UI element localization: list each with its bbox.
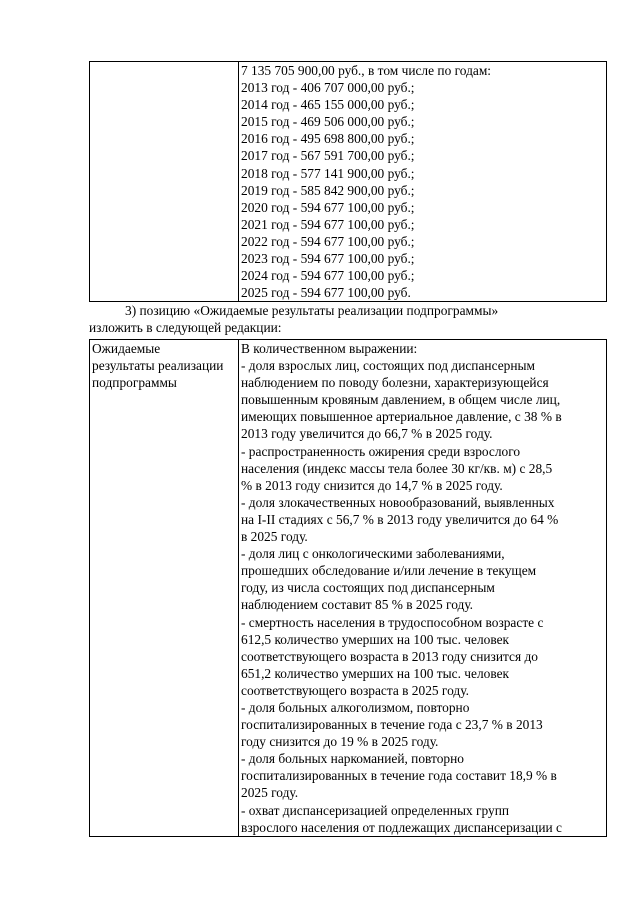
results-content-line: 612,5 количество умерших на 100 тыс. человек xyxy=(241,631,510,647)
results-content-line: - смертность населения в трудоспособном возрасте с xyxy=(241,614,544,630)
results-content-line: 651,2 количество умерших на 100 тыс. человек xyxy=(241,665,510,681)
funding-year-line: 2020 год - 594 677 100,00 руб.; xyxy=(241,199,415,215)
instruction-line-2: изложить в следующей редакции: xyxy=(89,320,282,335)
results-content-line: - доля злокачественных новообразований, выявленных xyxy=(241,494,555,510)
results-content-line: - распространенность ожирения среди взрослого xyxy=(241,443,521,459)
results-content-line: соответствующего возраста в 2013 году снизится до xyxy=(241,648,538,664)
funding-year-line: 2015 год - 469 506 000,00 руб.; xyxy=(241,114,415,130)
results-content-line: госпитализированных в течение года с 23,7 % в 2013 xyxy=(241,717,543,733)
results-content-line: % в 2013 году снизится до 14,7 % в 2025 году. xyxy=(241,477,503,493)
results-content-cell xyxy=(239,340,607,837)
funding-row xyxy=(90,62,607,302)
instruction-line-1: 3) позицию «Ожидаемые результаты реализации подпрограммы» xyxy=(125,303,499,318)
results-content-line: 2013 году увеличится до 66,7 % в 2025 году. xyxy=(241,426,493,442)
results-content-line: году снизится до 19 % в 2025 году. xyxy=(241,734,439,750)
results-content-line: наблюдением по поводу болезни, характеризующейся xyxy=(241,375,549,391)
results-content-line: году, из числа состоящих под диспансерным xyxy=(241,580,495,596)
funding-year-line: 2014 год - 465 155 000,00 руб.; xyxy=(241,97,415,113)
results-label-cell xyxy=(90,340,239,837)
funding-total: 7 135 705 900,00 руб., в том числе по годам: xyxy=(241,63,492,78)
results-content xyxy=(241,340,604,836)
results-content-line: повышенным кровяным давлением, в общем числе лиц, xyxy=(241,392,561,408)
funding-year-line: 2021 год - 594 677 100,00 руб.; xyxy=(241,216,415,232)
results-content-line: - доля лиц с онкологическими заболеваниями, xyxy=(241,546,505,562)
results-content-line: наблюдением составит 85 % в 2025 году. xyxy=(241,597,474,613)
results-content-line: 2025 году. xyxy=(241,785,299,801)
results-label-line: Ожидаемые xyxy=(92,341,161,356)
results-label-line: подпрограммы xyxy=(92,375,177,391)
funding-year-line: 2017 год - 567 591 700,00 руб.; xyxy=(241,148,415,164)
results-table xyxy=(89,339,607,837)
results-row xyxy=(90,340,607,837)
funding-year-line: 2018 год - 577 141 900,00 руб.; xyxy=(241,165,415,181)
funding-year-line: 2022 год - 594 677 100,00 руб.; xyxy=(241,233,415,249)
results-content-line: В количественном выражении: xyxy=(241,341,418,356)
results-content-line: в 2025 году. xyxy=(241,529,308,545)
results-content-line: на I-II стадиях с 56,7 % в 2013 году увеличится до 64 % xyxy=(241,511,559,527)
results-content-line: взрослого населения от подлежащих диспансеризации с xyxy=(241,819,562,835)
results-label-line: результаты реализации xyxy=(92,358,224,374)
results-content-line: - доля взрослых лиц, состоящих под диспансерным xyxy=(241,358,535,374)
results-content-line: соответствующего возраста в 2025 году. xyxy=(241,682,469,698)
funding-values-cell xyxy=(239,62,607,302)
funding-year-line: 2025 год - 594 677 100,00 руб. xyxy=(241,285,411,301)
results-content-line: - доля больных наркоманией, повторно xyxy=(241,751,464,767)
results-content-line: - доля больных алкоголизмом, повторно xyxy=(241,699,470,715)
funding-year-line: 2023 год - 594 677 100,00 руб.; xyxy=(241,251,415,267)
funding-year-line: 2024 год - 594 677 100,00 руб.; xyxy=(241,268,415,284)
funding-year-line: 2013 год - 406 707 000,00 руб.; xyxy=(241,80,415,96)
results-label xyxy=(92,340,236,391)
results-content-line: имеющих повышенное артериальное давление, с 38 % в xyxy=(241,409,562,425)
results-content-line: - охват диспансеризацией определенных групп xyxy=(241,802,510,818)
funding-label-cell xyxy=(90,62,239,302)
funding-year-line: 2019 год - 585 842 900,00 руб.; xyxy=(241,182,415,198)
funding-table xyxy=(89,61,607,302)
results-content-line: госпитализированных в течение года составит 18,9 % в xyxy=(241,768,557,784)
funding-years-list xyxy=(241,79,604,301)
results-content-line: прошедших обследование и/или лечение в текущем xyxy=(241,563,537,579)
results-content-line: населения (индекс массы тела более 30 кг/кв. м) с 28,5 xyxy=(241,460,553,476)
funding-year-line: 2016 год - 495 698 800,00 руб.; xyxy=(241,131,415,147)
